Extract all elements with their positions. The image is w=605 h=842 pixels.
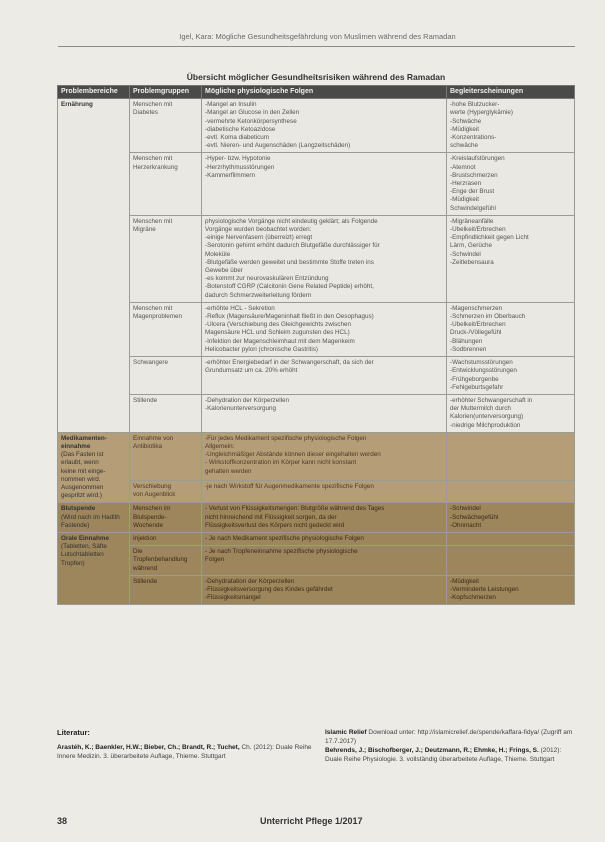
symptoms-cell — [447, 357, 575, 395]
symptom-text: -Zeitlebensaura — [450, 258, 494, 266]
problem-group-text: Stillende — [133, 577, 158, 585]
problem-group-text: von Augenblick — [133, 491, 176, 499]
effect-text: -es kommt zur neurovaskulären Entzündung — [205, 275, 329, 283]
symptoms-cell — [447, 99, 575, 153]
problem-area-note: (Tabletten, Säfte — [61, 543, 107, 551]
problem-group-cell — [130, 215, 202, 302]
problem-area-cell — [58, 532, 130, 604]
symptom-text: werte (Hyperglykämie) — [450, 109, 513, 117]
problem-area-note: Lutschtabletten — [61, 551, 104, 559]
symptom-text: -erhöhter Schwangerschaft in — [450, 396, 533, 404]
effect-text: Grundumsatz um ca. 20% erhöht — [205, 367, 298, 375]
effect-text: Vorgänge wurden beobachtet worden: — [205, 226, 312, 234]
symptom-text: -Frühgeborgenbe — [450, 375, 499, 383]
problem-area-note: nommen wird. — [61, 475, 101, 483]
effect-text: -evtl. Koma diabeticum — [205, 134, 270, 142]
header-rule — [58, 46, 575, 47]
effects-cell — [202, 575, 447, 605]
effects-cell — [202, 394, 447, 432]
reference-text: Download unter: http://islamicrelief.de/spende/kaffara-fidya/ (Zugriff am 17.7.2017) — [325, 729, 573, 745]
problem-group-text: Herzerkrankung — [133, 163, 178, 171]
reference-entry — [325, 728, 575, 746]
symptoms-cell — [447, 532, 575, 545]
effect-text: nicht hinreichend mit Flüssigkeit sorgen, da der — [205, 513, 337, 521]
effect-text: -erhöhter Energiebedarf in der Schwangerschaft, da sich der — [205, 359, 374, 367]
effect-text: -Ungleichmäßiger Abstände können dieser eingehalten werden — [205, 451, 381, 459]
problem-group-text: Die — [133, 548, 143, 556]
risk-table — [57, 85, 575, 605]
literature-heading: Literatur: — [57, 728, 90, 737]
symptom-text: -Schwindel — [450, 505, 481, 513]
effect-text: -vermehrte Ketonkörpersynthese — [205, 117, 297, 125]
symptom-text: -Sodbrennen — [450, 345, 487, 353]
symptom-text: -hohe Blutzucker- — [450, 101, 500, 109]
problem-group-text: Schwangere — [133, 359, 169, 367]
symptom-text: -Übelkeit/Erbrechen — [450, 226, 506, 234]
reference-entry — [57, 743, 312, 761]
problem-group-text: Antibiotika — [133, 442, 163, 450]
column-header: Mögliche physiologische Folgen — [202, 86, 447, 99]
problem-area-name: Blutspende — [61, 505, 96, 513]
table-row — [58, 394, 575, 432]
problem-area-note: (Wird nach im Hadith — [61, 513, 120, 521]
table-row — [58, 480, 575, 502]
effect-text: -Hyper- bzw. Hypotonie — [205, 155, 271, 163]
effect-text: -Dehydration der Körperzellen — [205, 396, 290, 404]
table-row — [58, 153, 575, 215]
problem-group-text: Menschen mit — [133, 155, 173, 163]
effect-text: -Mangel an Glucose in den Zellen — [205, 109, 300, 117]
table-row — [58, 503, 575, 533]
page-number: 38 — [57, 816, 68, 826]
problem-group-text: Stillende — [133, 396, 158, 404]
effect-text: Magensäure HCL und Schleim zugunsten des HCL) — [205, 329, 350, 337]
symptom-text: -Schmerzen im Oberbauch — [450, 313, 526, 321]
problem-area-cell — [58, 99, 130, 433]
problem-group-cell — [130, 394, 202, 432]
effect-text: Helicobacter pylori (chronische Gastritis) — [205, 345, 319, 353]
running-header: Igel, Kara: Mögliche Gesundheitsgefährdung von Muslimen während des Ramadan — [179, 32, 456, 41]
effects-cell — [202, 480, 447, 502]
problem-group-text: Migräne — [133, 226, 156, 234]
problem-area-note: erlaubt, wenn — [61, 459, 99, 467]
effect-text: -Ulcera (Verschiebung des Gleichgewichts zwischen — [205, 321, 351, 329]
effect-text: -Botenstoff CGRP (Calcitonin Gene Related Peptide) erhöht, — [205, 283, 374, 291]
symptom-text: -Fehlgeburtsgefahr — [450, 383, 504, 391]
symptoms-cell — [447, 480, 575, 502]
effect-text: -Herzrhythmusstörungen — [205, 163, 275, 171]
effects-cell — [202, 432, 447, 480]
problem-group-cell — [130, 153, 202, 215]
effect-text: -einige Nervenfasern (überreizt) erregt — [205, 234, 313, 242]
reference-text: Ch. (2012): Duale Reihe Innere Medizin. 3. überarbeitete Auflage, Thieme. Stuttgart — [57, 744, 312, 760]
column-header: Begleiterscheinungen — [447, 86, 575, 99]
symptom-text: -Herzrasen — [450, 180, 482, 188]
problem-group-cell — [130, 302, 202, 356]
reference-entry — [325, 746, 575, 764]
problem-group-cell — [130, 575, 202, 605]
symptom-text: -Müdigkeit — [450, 196, 480, 204]
problem-group-cell — [130, 99, 202, 153]
symptoms-cell — [447, 546, 575, 576]
literature-right — [325, 728, 575, 764]
symptoms-cell — [447, 575, 575, 605]
column-header: Problemgruppen — [130, 86, 202, 99]
symptom-text: der Muttermilch durch — [450, 405, 511, 413]
symptom-text: -Konzentrations- — [450, 134, 497, 142]
literature-left — [57, 728, 312, 761]
table-header-row — [58, 86, 575, 99]
problem-area-note: gespritzt wird.) — [61, 492, 102, 500]
symptoms-cell — [447, 503, 575, 533]
problem-group-text: Menschen mit — [133, 304, 173, 312]
symptoms-cell — [447, 302, 575, 356]
problem-area-cell — [58, 432, 130, 503]
problem-group-text: Verschiebung — [133, 482, 172, 490]
effects-cell — [202, 153, 447, 215]
symptom-text: -Empfindlichkeit gegen Licht — [450, 234, 529, 242]
effect-text: gehalten werden — [205, 467, 252, 475]
problem-group-cell — [130, 480, 202, 502]
symptom-text: -Müdigkeit — [450, 577, 480, 585]
symptom-text: -Müdigkeit — [450, 125, 480, 133]
problem-group-text: Magenproblemen — [133, 313, 183, 321]
reference-authors: Islamic Relief — [325, 729, 367, 736]
problem-area-note: Fastende) — [61, 521, 90, 529]
problem-group-cell — [130, 503, 202, 533]
symptom-text: -Übelkeit/Erbrechen — [450, 321, 506, 329]
problem-area-cell — [58, 503, 130, 533]
reference-text: (2012): Duale Reihe Physiologie. 3. vollständig überarbeitete Auflage, Thieme. Stuttgart — [325, 747, 562, 763]
effect-text: -diabetische Ketoazidose — [205, 125, 276, 133]
effects-cell — [202, 357, 447, 395]
symptoms-cell — [447, 215, 575, 302]
symptom-text: -Magenschmerzen — [450, 304, 503, 312]
symptom-text: Druck-/Völlegefühl — [450, 329, 502, 337]
symptom-text: -Kreislaufstörungen — [450, 155, 505, 163]
problem-group-text: Einnahme von — [133, 434, 174, 442]
symptom-text: -Schwindel — [450, 250, 481, 258]
table-row — [58, 532, 575, 545]
problem-group-cell — [130, 357, 202, 395]
effect-text: -Flüssigkeitsmangel — [205, 594, 261, 602]
symptom-text: -Brustschmerzen — [450, 171, 498, 179]
table-title: Übersicht möglicher Gesundheitsrisiken während des Ramadan — [186, 72, 446, 82]
effect-text: - Wirkstoffkonzentration im Körper kann nicht konstant — [205, 459, 357, 467]
reference-authors: Behrends, J.; Bischofberger, J.; Deutzmann, R.; Ehmke, H.; Frings, S. — [325, 747, 539, 754]
effects-cell — [202, 302, 447, 356]
problem-group-cell — [130, 432, 202, 480]
effect-text: - Verlust von Flüssigkeitsmengen: Blutgröße während des Tages — [205, 505, 385, 513]
effect-text: -Reflux (Magensäure/Mageninhalt fließt in den Oesophagus) — [205, 313, 374, 321]
table-row — [58, 302, 575, 356]
effects-cell — [202, 532, 447, 545]
table-row — [58, 357, 575, 395]
table-row — [58, 215, 575, 302]
effect-text: -Kammerflimmern — [205, 171, 256, 179]
effect-text: -Mangel an Insulin — [205, 101, 257, 109]
effect-text: Folgen — [205, 556, 225, 564]
symptom-text: -Wachstumsstörungen — [450, 359, 513, 367]
effect-text: Flüssigkeitsverlust des Körpers nicht gedeckt wird — [205, 521, 345, 529]
effect-text: -Serotonin gehirnt erhöht dadurch Blutgefäße durchlässiger für — [205, 242, 380, 250]
effect-text: -Dehydratation der Körperzellen — [205, 577, 295, 585]
symptom-text: -Atemnot — [450, 163, 476, 171]
effect-text: -erhöhte HCL - Sekretion — [205, 304, 275, 312]
problem-group-text: Menschen im — [133, 505, 171, 513]
effects-cell — [202, 215, 447, 302]
effect-text: -je nach Wirkstoff für Augenmedikamente spezifische Folgen — [205, 482, 374, 490]
symptom-text: Kalorien(unterversorgung) — [450, 413, 524, 421]
problem-group-text: Wochende — [133, 521, 163, 529]
symptom-text: -Enge der Brust — [450, 188, 495, 196]
problem-group-cell — [130, 546, 202, 576]
problem-area-note: Ausgenommen — [61, 483, 104, 491]
problem-group-cell — [130, 532, 202, 545]
symptom-text: Schwindelgefühl — [450, 204, 496, 212]
table-row — [58, 432, 575, 480]
effect-text: -evtl. Nieren- und Augenschäden (Langzeitschäden) — [205, 142, 351, 150]
effect-text: dadurch Schmerzweiterleitung fördern — [205, 291, 312, 299]
symptoms-cell — [447, 432, 575, 480]
problem-group-text: Injektion — [133, 534, 157, 542]
effect-text: -Blutgefäße werden geweitet und bestimmte Stoffe treten ins — [205, 258, 374, 266]
problem-group-text: Blutspende- — [133, 513, 167, 521]
magazine-footer: Unterricht Pflege 1/2017 — [260, 816, 363, 826]
problem-group-text: während — [133, 564, 158, 572]
symptom-text: -Kopfschmerzen — [450, 594, 496, 602]
problem-group-text: Diabetes — [133, 109, 158, 117]
table-row — [58, 99, 575, 153]
effects-cell — [202, 99, 447, 153]
problem-area-note: Tropfen) — [61, 559, 85, 567]
symptom-text: -Verminderte Leistungen — [450, 585, 519, 593]
problem-area-name: einnahme — [61, 442, 91, 450]
problem-group-text: Menschen mit — [133, 217, 173, 225]
problem-area-name: Medikamenten- — [61, 434, 107, 442]
effects-cell — [202, 503, 447, 533]
symptom-text: -Schwäche — [450, 117, 482, 125]
symptom-text: -Entwicklungsstörungen — [450, 367, 517, 375]
effect-text: -Kalorienunterversorgung — [205, 405, 277, 413]
symptom-text: -Migräneanfälle — [450, 217, 494, 225]
problem-area-name: Orale Einnahme — [61, 534, 109, 542]
effect-text: Gewebe über — [205, 267, 243, 275]
effects-cell — [202, 546, 447, 576]
effect-text: -Für jedes Medikament spezifische physiologische Folgen — [205, 434, 367, 442]
symptoms-cell — [447, 153, 575, 215]
table-row — [58, 575, 575, 605]
column-header: Problembereiche — [58, 86, 130, 99]
problem-area-name: Ernährung — [61, 101, 93, 109]
symptom-text: -Ohnmacht — [450, 521, 482, 529]
reference-authors: Arastéh, K.; Baenkler, H.W.; Bieber, Ch.; Brandt, R.; Tuchet, — [57, 744, 240, 751]
effect-text: - Je nach Medikament spezifische physiologische Folgen — [205, 534, 364, 542]
problem-group-text: Menschen mit — [133, 101, 173, 109]
symptoms-cell — [447, 394, 575, 432]
table-row — [58, 546, 575, 576]
effect-text: Allgemein: — [205, 442, 235, 450]
effect-text: - Je nach Tropfeneinnahme spezifische physiologische — [205, 548, 358, 556]
effect-text: -Flüssigkeitsversorgung des Kindes gefährdet — [205, 585, 333, 593]
symptom-text: schwäche — [450, 142, 479, 150]
symptom-text: -Schwächegefühl — [450, 513, 499, 521]
effect-text: physiologische Vorgänge nicht eindeutig geklärt; als Folgende — [205, 217, 378, 225]
symptom-text: -Blähungen — [450, 337, 483, 345]
symptom-text: Lärm, Gerüche — [450, 242, 492, 250]
effect-text: Moleküle — [205, 250, 231, 258]
effect-text: -Infektion der Magenschleimhaut mit dem Magenkeim — [205, 337, 355, 345]
table-body — [58, 99, 575, 605]
symptom-text: -niedrige Milchproduktion — [450, 421, 521, 429]
problem-area-note: keine mit einge- — [61, 467, 106, 475]
problem-area-note: (Das Fasten ist — [61, 451, 104, 459]
problem-group-text: Tropfenbehandlung — [133, 556, 188, 564]
